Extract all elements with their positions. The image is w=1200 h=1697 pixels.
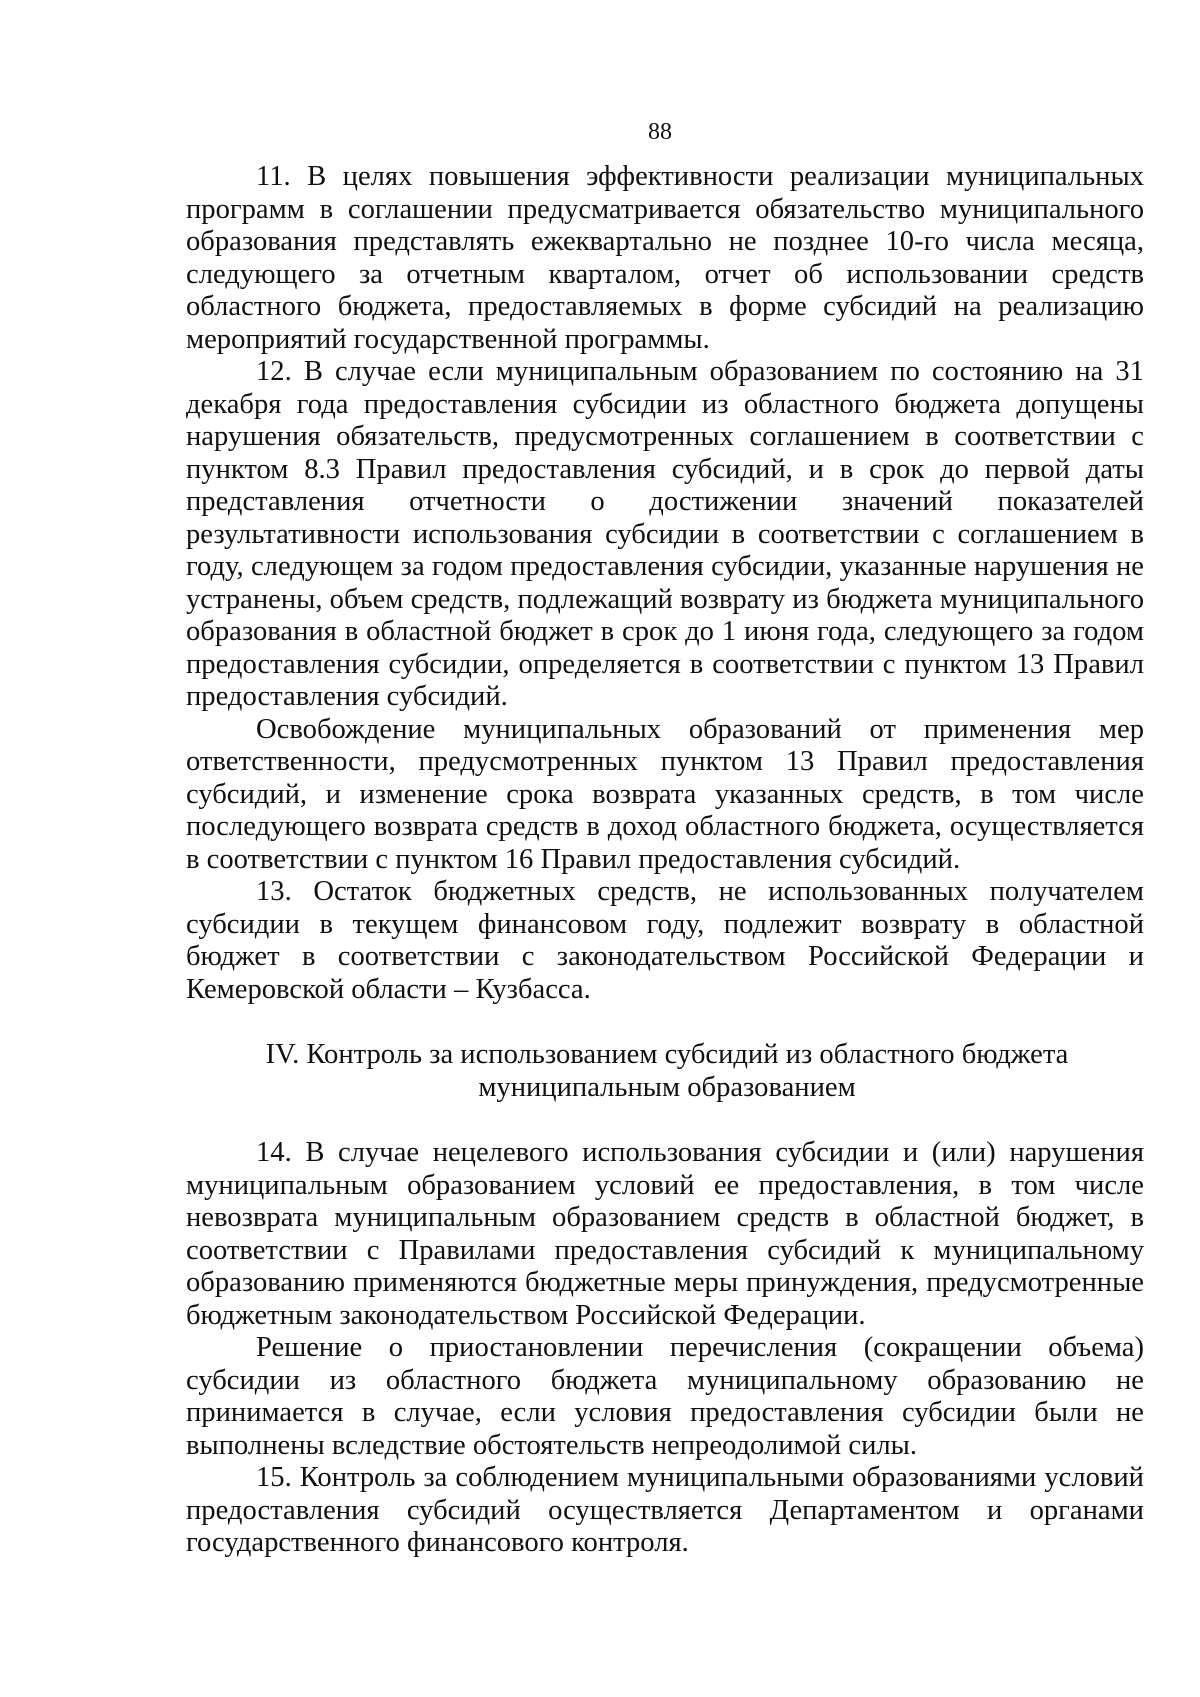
document-body [186, 161, 1144, 1560]
paragraph-14: 14. В случае нецелевого использования субсидии и (или) нарушения муниципальным образованием условий ее предоставления, в том числе невозврата муниципальным образованием средств в областной бюджет, в соответствии с Правилами предоставления субсидий к муниципальному образованию применяются бюджетные меры принуждения, предусмотренные бюджетным законодательством Российской Федерации. [186, 1137, 1144, 1331]
paragraph-12-exemption: Освобождение муниципальных образований от применения мер ответственности, предусмотренных пунктом 13 Правил предоставления субсидий, и изменение срока возврата указанных средств, в том числе последующего возврата средств в доход областного бюджета, осуществляется в соответствии с пунктом 16 Правил предоставления субсидий. [186, 713, 1144, 875]
section-heading [186, 1039, 1144, 1104]
section-heading-line-2: муниципальным образованием [478, 1071, 856, 1103]
paragraph-11: 11. В целях повышения эффективности реализации муниципальных программ в соглашении предусматривается обязательство муниципального образования представлять ежеквартально не позднее 10-го числа месяца, следующего за отчетным кварталом, отчет об использовании средств областного бюджета, предоставляемых в форме субсидий на реализацию мероприятий государственной программы. [186, 161, 1144, 355]
section-heading-line-1: IV. Контроль за использованием субсидий из областного бюджета [265, 1039, 1069, 1070]
paragraph-15: 15. Контроль за соблюдением муниципальными образованиями условий предоставления субсидий осуществляется Департаментом и органами государственного финансового контроля. [186, 1462, 1144, 1558]
paragraph-12: 12. В случае если муниципальным образованием по состоянию на 31 декабря года предоставления субсидии из областного бюджета допущены нарушения обязательств, предусмотренных соглашением в соответствии с пунктом 8.3 Правил предоставления субсидий, и в срок до первой даты представления отчетности о достижении значений показателей результативности использования субсидии в соответствии с соглашением в году, следующем за годом предоставления субсидии, указанные нарушения не устранены, объем средств, подлежащий возврату из бюджета муниципального образования в областной бюджет в срок до 1 июня года, следующего за годом предоставления субсидии, определяется в соответствии с пунктом 13 Правил предоставления субсидий. [186, 356, 1144, 712]
paragraph-13: 13. Остаток бюджетных средств, не использованных получателем субсидии в текущем финансовом году, подлежит возврату в областной бюджет в соответствии с законодательством Российской Федерации и Кемеровской области – Кузбасса. [186, 876, 1144, 1005]
paragraph-14-decision: Решение о приостановлении перечисления (сокращении объема) субсидии из областного бюджета муниципальному образованию не принимается в случае, если условия предоставления субсидии были не выполнены вследствие обстоятельств непреодолимой силы. [186, 1332, 1144, 1461]
page-number: 88 [648, 119, 672, 145]
